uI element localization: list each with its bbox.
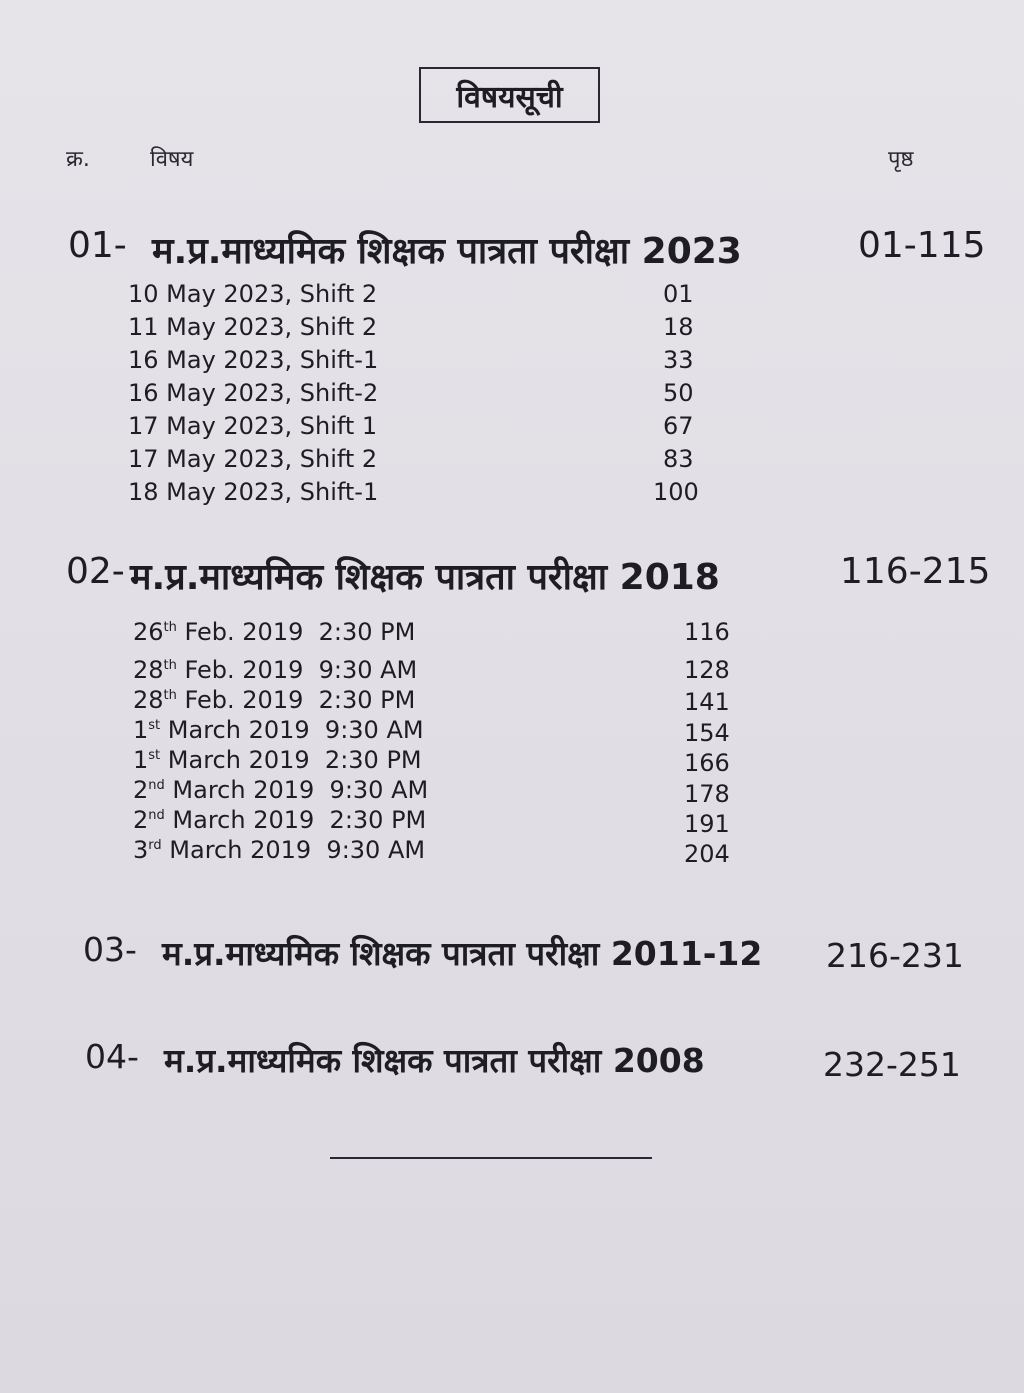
- divider: [330, 1157, 652, 1159]
- entry-label: 11 May 2023, Shift 2: [128, 313, 378, 341]
- entry-date: 3rd March 2019 9:30 AM: [133, 836, 426, 864]
- entry-page: 50: [663, 379, 694, 407]
- entry-page: 166: [684, 749, 730, 777]
- column-header-subject: विषय: [150, 147, 194, 172]
- entry-page: 128: [684, 656, 730, 684]
- entry-page: 178: [684, 780, 730, 808]
- entry-label: 17 May 2023, Shift 1: [128, 412, 378, 440]
- entry-date: 1st March 2019 9:30 AM: [133, 716, 424, 744]
- entry-page: 33: [663, 346, 694, 374]
- column-header-page: पृष्ठ: [888, 147, 914, 172]
- section-title: म.प्र.माध्यमिक शिक्षक पात्रता परीक्षा 2011-12: [162, 934, 763, 973]
- entry-page: 100: [653, 478, 699, 506]
- page-title: विषयसूची: [419, 67, 600, 123]
- entry-date: 2nd March 2019 2:30 PM: [133, 806, 427, 834]
- section-number: 03-: [83, 930, 137, 969]
- entry-page: 67: [663, 412, 694, 440]
- entry-page: 191: [684, 810, 730, 838]
- section-number: 02-: [66, 551, 125, 592]
- entry-page: 141: [684, 688, 730, 716]
- entry-page: 204: [684, 840, 730, 868]
- entry-page: 83: [663, 445, 694, 473]
- entry-date: 28th Feb. 2019 9:30 AM: [133, 656, 418, 684]
- entry-date: 26th Feb. 2019 2:30 PM: [133, 618, 416, 646]
- entry-page: 116: [684, 618, 730, 646]
- column-header-number: क्र.: [66, 147, 90, 172]
- entry-label: 17 May 2023, Shift 2: [128, 445, 378, 473]
- section-page-range: 216-231: [826, 936, 964, 975]
- section-title: म.प्र.माध्यमिक शिक्षक पात्रता परीक्षा 2023: [152, 231, 742, 272]
- entry-page: 01: [663, 280, 694, 308]
- entry-page: 18: [663, 313, 694, 341]
- section-number: 04-: [85, 1037, 139, 1076]
- entry-label: 16 May 2023, Shift-1: [128, 346, 379, 374]
- section-page-range: 01-115: [858, 225, 986, 266]
- entry-label: 16 May 2023, Shift-2: [128, 379, 379, 407]
- entry-label: 18 May 2023, Shift-1: [128, 478, 379, 506]
- entry-date: 28th Feb. 2019 2:30 PM: [133, 686, 416, 714]
- section-title: म.प्र.माध्यमिक शिक्षक पात्रता परीक्षा 2018: [130, 557, 720, 598]
- entry-date: 1st March 2019 2:30 PM: [133, 746, 422, 774]
- section-title: म.प्र.माध्यमिक शिक्षक पात्रता परीक्षा 2008: [164, 1041, 705, 1080]
- entry-date: 2nd March 2019 9:30 AM: [133, 776, 429, 804]
- section-number: 01-: [68, 225, 127, 266]
- entry-page: 154: [684, 719, 730, 747]
- entry-label: 10 May 2023, Shift 2: [128, 280, 378, 308]
- section-page-range: 116-215: [840, 551, 991, 592]
- section-page-range: 232-251: [823, 1045, 961, 1084]
